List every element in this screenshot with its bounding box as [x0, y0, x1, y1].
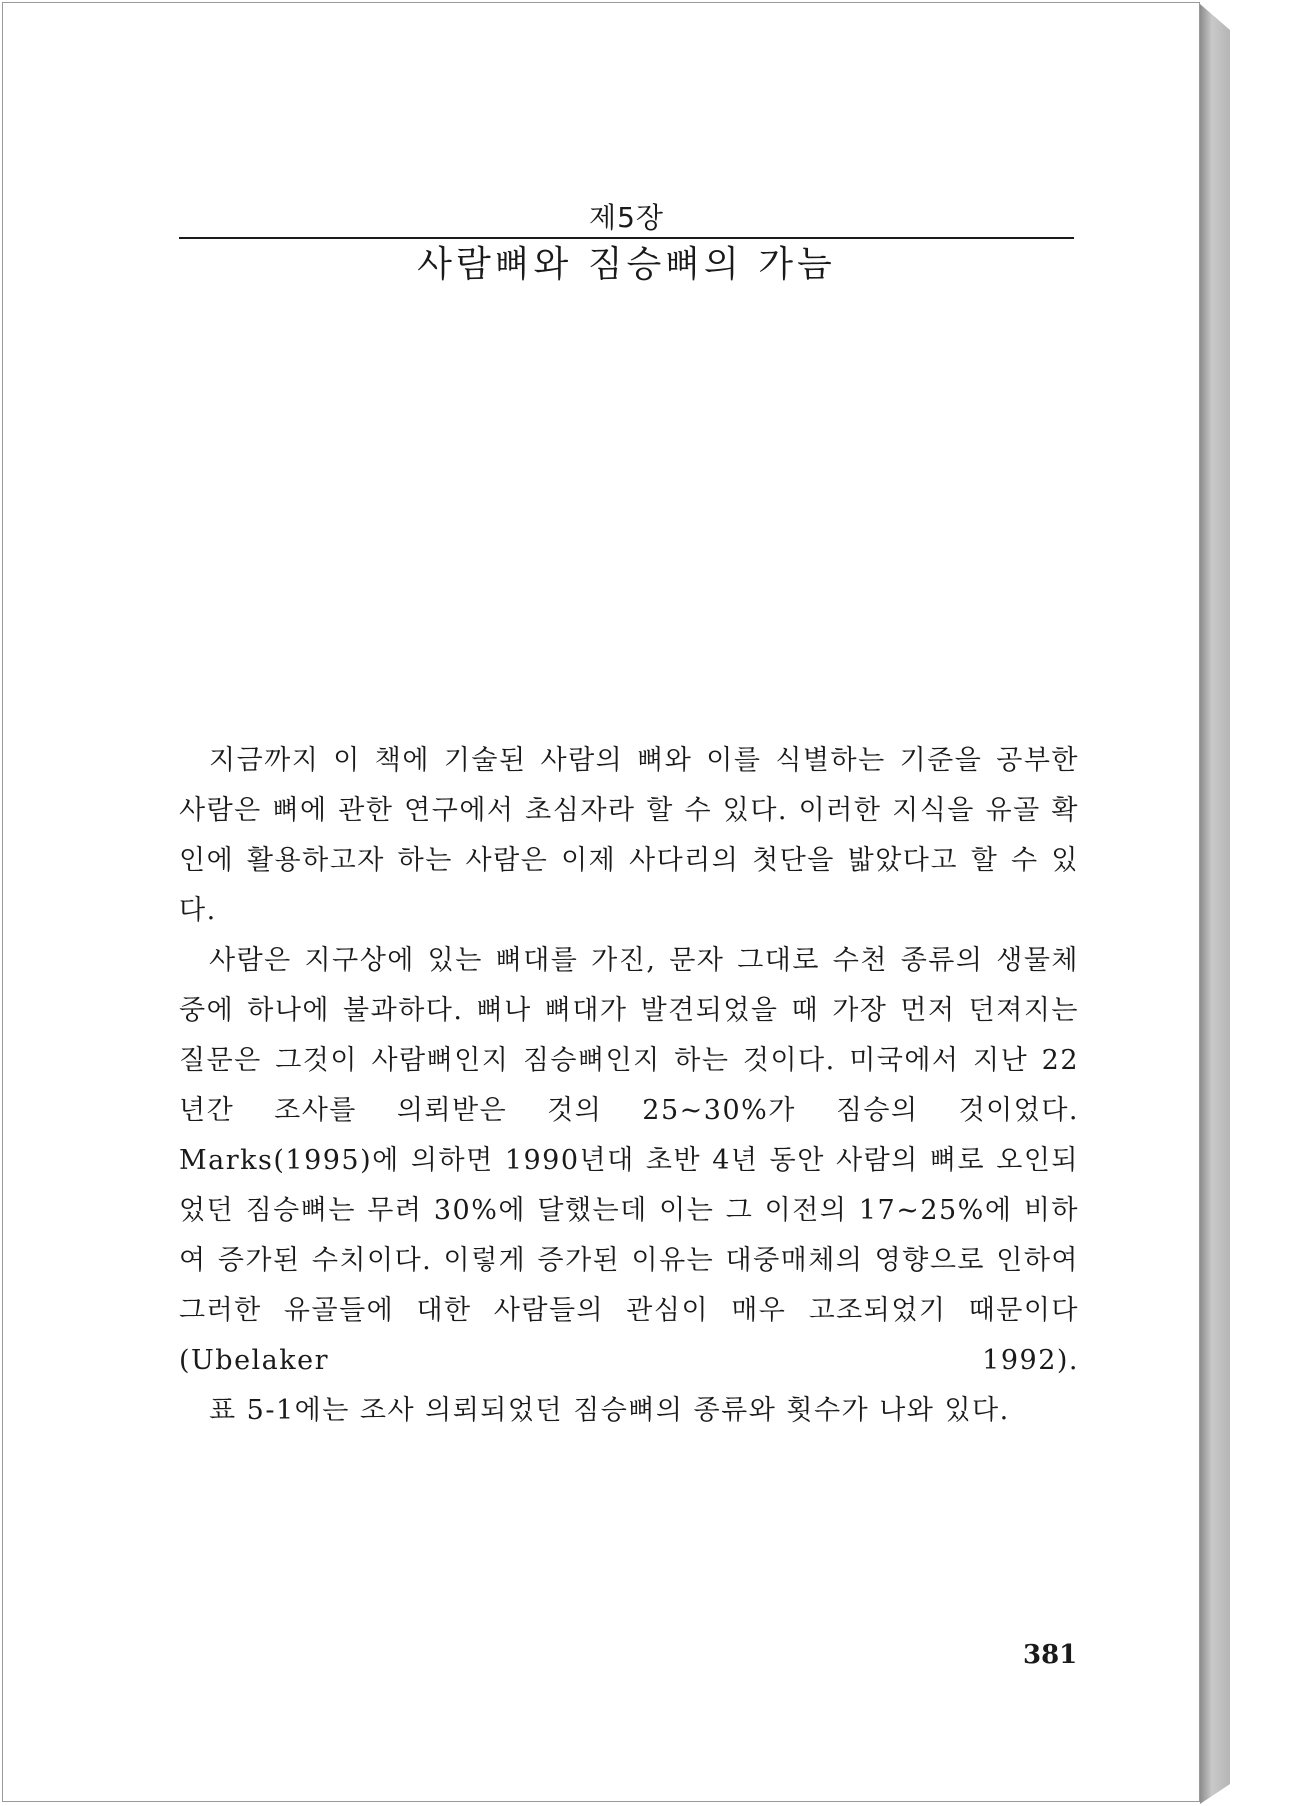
paragraph-1: 지금까지 이 책에 기술된 사람의 뼈와 이를 식별하는 기준을 공부한 사람은 뼈에 관한 연구에서 초심자라 할 수 있다. 이러한 지식을 유골 확인에 활용하고자 하는 사람은 이제 사다리의 첫단을 밟았다고 할 수 있다.	[179, 745, 1079, 926]
paragraph-2: 사람은 지구상에 있는 뼈대를 가진, 문자 그대로 수천 종류의 생물체 중에 하나에 불과하다. 뼈나 뼈대가 발견되었을 때 가장 먼저 던져지는 질문은 그것이 사람뼈인지 짐승뼈인지 하는 것이다. 미국에서 지난 22년간 조사를 의뢰받은 것의 25~30%가 짐승의 것이었다. Marks(1995)에 의하면 1990년대 초반 4년 동안 사람의 뼈로 오인되었던 짐승뼈는 무려 30%에 달했는데 이는 그 이전의 17~25%에 비하여 증가된 수치이다. 이렇게 증가된 이유는 대중매체의 영향으로 인하여 그러한 유골들에 대한 사람들의 관심이 매우 고조되었기 때문이다(Ubelaker 1992).	[179, 945, 1079, 1376]
page-number: 381	[1023, 1640, 1078, 1670]
book-page	[2, 2, 1200, 1802]
chapter-label: 제5장	[589, 201, 664, 234]
chapter-title: 사람뼈와 짐승뼈의 가늠	[417, 244, 836, 285]
body-text	[179, 736, 1079, 1436]
page-edge-shadow	[1200, 4, 1230, 1804]
paragraph-3: 표 5-1에는 조사 의뢰되었던 짐승뼈의 종류와 횟수가 나와 있다.	[209, 1395, 1010, 1426]
